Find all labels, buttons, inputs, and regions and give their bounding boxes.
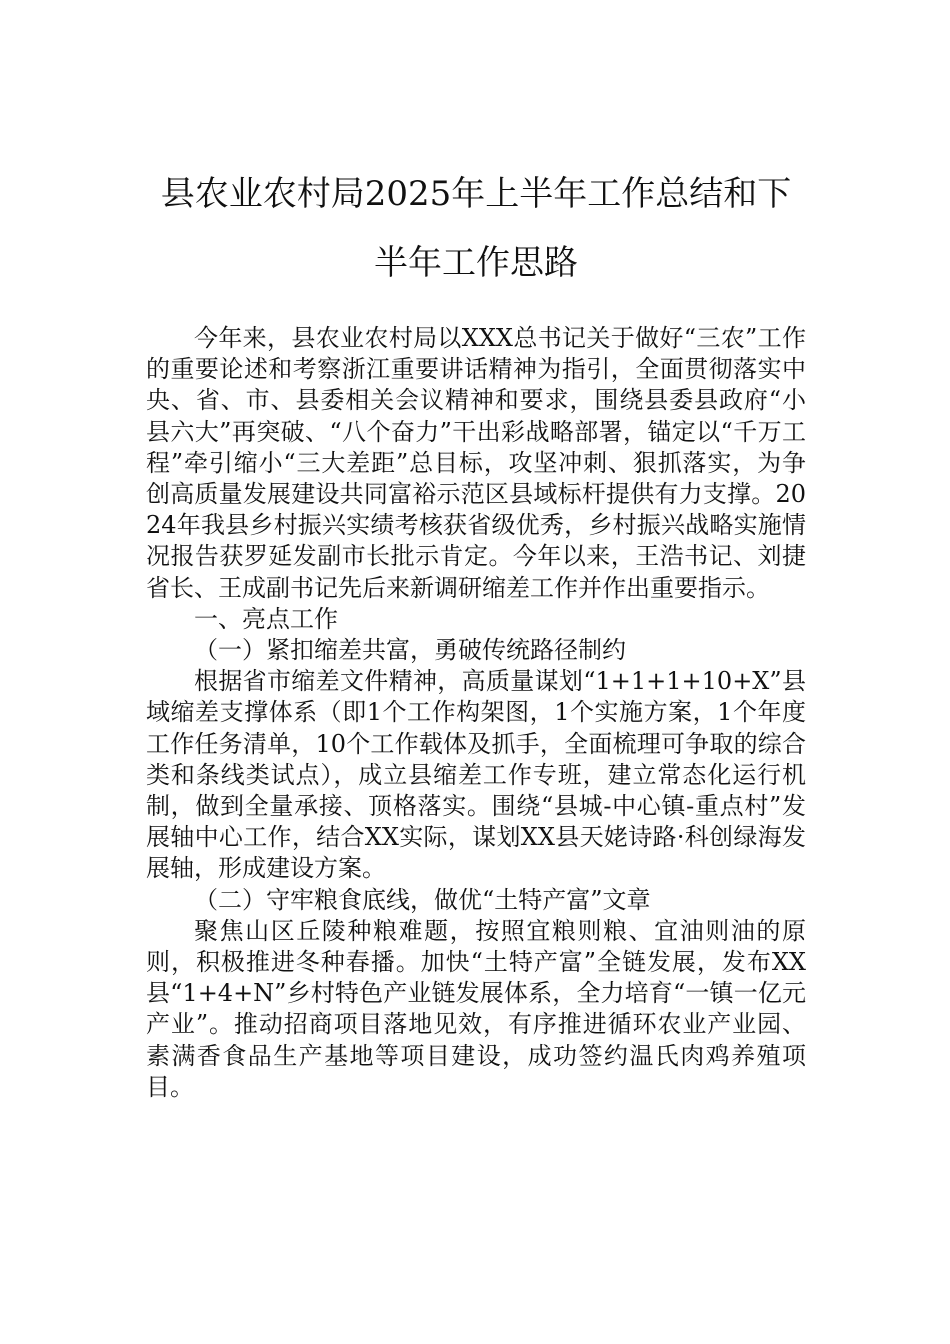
subsection-heading-1: （一）紧扣缩差共富，勇破传统路径制约	[194, 636, 626, 665]
intro-paragraph: 今年来，县农业农村局以XXX总书记关于做好“三农”工作的重要论述和考察浙江重要讲话精神为指引，全面贯彻落实中央、省、市、县委相关会议精神和要求，围绕县委县政府“小县六大”再突破、“八个奋力”干出彩战略部署，锚定以“千万工程”牵引缩小“三大差距”总目标，攻坚冲刺、狠抓落实，为争创高质量发展建设共同富裕示范区县域标杆提供有力支撑。2024年我县乡村振兴实绩考核获省级优秀，乡村振兴战略实施情况报告获罗延发副市长批示肯定。今年以来，王浩书记、刘捷省长、王成副书记先后来新调研缩差工作并作出重要指示。	[146, 324, 806, 602]
subsection-paragraph-1: 根据省市缩差文件精神，高质量谋划“1+1+1+10+X”县域缩差支撑体系（即1个工作构架图，1个实施方案，1个年度工作任务清单，10个工作载体及抓手，全面梳理可争取的综合类和条线类试点），成立县缩差工作专班，建立常态化运行机制，做到全量承接、顶格落实。围绕“县城-中心镇-重点村”发展轴中心工作，结合XX实际，谋划XX县天姥诗路·科创绿海发展轴，形成建设方案。	[146, 667, 806, 883]
document-body	[146, 323, 806, 1103]
document-title	[146, 160, 806, 298]
document-page	[146, 160, 806, 1103]
section-heading-highlights: 一、亮点工作	[194, 604, 338, 633]
title-line-1: 县农业农村局2025年上半年工作总结和下	[160, 174, 792, 214]
subsection-heading-2: （二）守牢粮食底线，做优“土特产富”文章	[194, 885, 651, 914]
subsection-paragraph-2: 聚焦山区丘陵种粮难题，按照宜粮则粮、宜油则油的原则，积极推进冬种春播。加快“土特产富”全链发展，发布XX县“1+4+N”乡村特色产业链发展体系，全力培育“一镇一亿元产业”。推动招商项目落地见效，有序推进循环农业产业园、素满香食品生产基地等项目建设，成功签约温氏肉鸡养殖项目。	[146, 916, 806, 1101]
title-line-2: 半年工作思路	[374, 243, 578, 283]
